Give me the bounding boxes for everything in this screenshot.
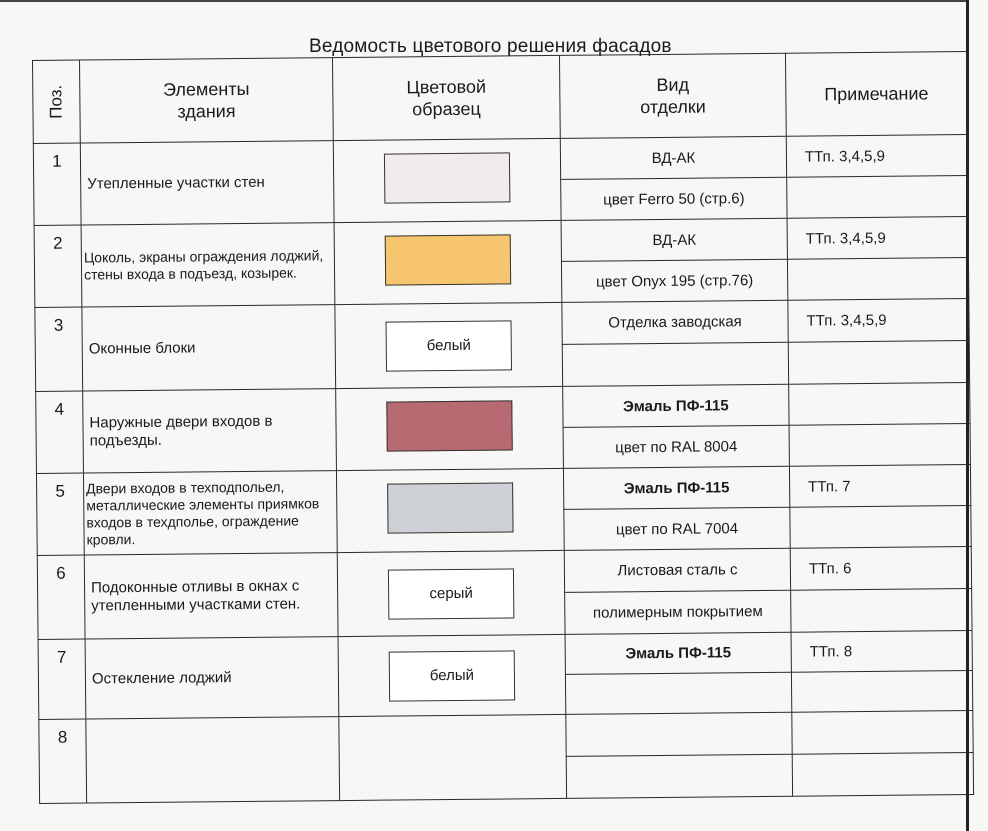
note-cell: ТТп. 7: [789, 465, 970, 508]
color-swatch: [388, 568, 514, 619]
element-cell: Цоколь, экраны ограждения лоджий, стены входа в подъезд, козырек.: [81, 223, 335, 307]
color-swatch: [384, 152, 510, 203]
note-sub-cell: [787, 258, 968, 301]
finish-sub-cell: цвет по RAL 8004: [563, 425, 789, 468]
finish-sub-cell: цвет Onyx 195 (стр.76): [561, 259, 787, 302]
pos-cell: 4: [36, 391, 84, 473]
element-cell: Подоконные отливы в окнах с утепленными участками стен.: [84, 553, 338, 639]
finish-sub-cell: полимерным покрытием: [565, 590, 791, 634]
pos-cell: 1: [33, 143, 81, 225]
note-sub-cell: [790, 506, 971, 549]
finish-cell: Эмаль ПФ-115: [565, 632, 791, 674]
header-pos: Поз.: [33, 60, 81, 143]
color-swatch: [385, 234, 511, 285]
pos-cell: 6: [37, 555, 85, 639]
finish-cell: Эмаль ПФ-115: [563, 466, 789, 509]
finish-cell: ВД-АК: [560, 136, 786, 179]
finish-cell: ВД-АК: [561, 218, 787, 261]
sheet-frame-top: [0, 0, 968, 2]
element-cell: Наружные двери входов в подъезды.: [83, 389, 337, 473]
header-elements: Элементы здания: [80, 58, 334, 143]
pos-cell: 3: [35, 307, 83, 391]
pos-cell: 7: [38, 639, 86, 719]
element-cell: Оконные блоки: [82, 305, 336, 391]
finish-cell: Отделка заводская: [562, 300, 788, 344]
note-sub-cell: [789, 424, 970, 467]
header-note: Примечание: [785, 52, 967, 137]
sample-cell: [336, 386, 564, 470]
note-sub-cell: [792, 752, 973, 796]
finish-sub-cell: цвет по RAL 7004: [564, 507, 790, 550]
finish-sub-cell: [566, 754, 792, 798]
pos-cell: 2: [34, 225, 82, 307]
swatch-label: белый: [426, 336, 471, 354]
note-cell: ТТп. 3,4,5,9: [786, 135, 967, 178]
document-title: Ведомость цветового решения фасадов: [309, 36, 672, 57]
note-cell: [789, 383, 970, 426]
note-sub-cell: [788, 341, 969, 385]
sample-cell: [336, 468, 564, 552]
element-cell: Двери входов в техподпольел, металлические элементы приямков входов в техдполье, ограждение кровли.: [83, 471, 337, 555]
note-cell: ТТп. 3,4,5,9: [788, 299, 969, 343]
element-cell: [86, 717, 340, 803]
finish-cell: [566, 712, 792, 756]
sample-cell: [334, 220, 562, 304]
color-swatch: [386, 320, 512, 371]
pos-cell: 8: [39, 719, 87, 803]
element-cell: Остекление лоджий: [85, 637, 339, 719]
color-schedule-sheet: [32, 51, 979, 805]
finish-sub-cell: цвет Ferro 50 (стр.6): [561, 177, 787, 220]
note-cell: ТТп. 8: [791, 631, 972, 673]
note-sub-cell: [791, 671, 972, 713]
note-cell: [792, 710, 973, 754]
sample-cell: [333, 138, 561, 222]
sample-cell: [337, 550, 565, 636]
sample-cell: [338, 634, 566, 716]
note-sub-cell: [791, 589, 972, 633]
color-swatch: [389, 650, 515, 701]
finish-cell: Листовая сталь с: [564, 548, 790, 592]
note-cell: ТТп. 3,4,5,9: [787, 217, 968, 260]
header-sample: Цветовой образец: [332, 55, 560, 140]
note-cell: ТТп. 6: [790, 547, 971, 591]
finish-cell: Эмаль ПФ-115: [563, 384, 789, 427]
header-finish: Вид отделки: [559, 53, 786, 138]
color-schedule-table: [32, 51, 974, 804]
color-swatch: [387, 482, 513, 533]
element-cell: Утепленные участки стен: [80, 141, 334, 225]
pos-cell: 5: [36, 473, 84, 555]
swatch-label: белый: [429, 666, 475, 684]
sample-cell: [339, 714, 567, 800]
sample-cell: [335, 302, 563, 388]
table-header-row: [33, 52, 968, 144]
color-swatch: [386, 400, 512, 451]
swatch-label: серый: [429, 584, 473, 602]
finish-sub-cell: [562, 342, 788, 386]
note-sub-cell: [787, 176, 968, 219]
finish-sub-cell: [565, 672, 791, 714]
